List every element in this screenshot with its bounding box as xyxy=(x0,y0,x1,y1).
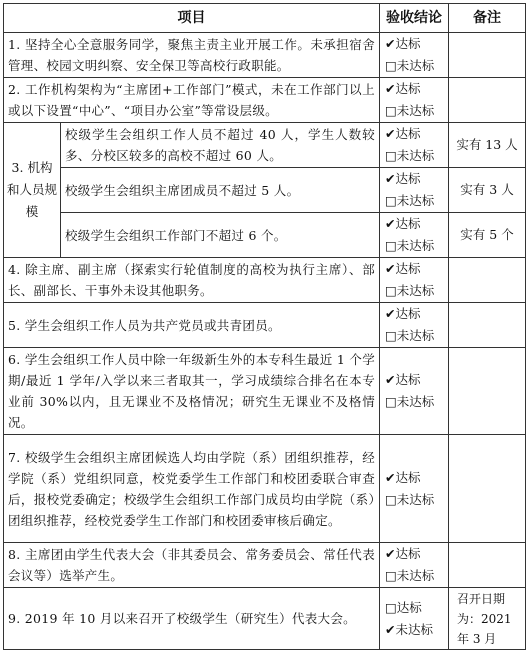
result-option: □未达标 xyxy=(385,328,435,343)
item-text: 4. 除主席、副主席（探索实行轮值制度的高校为执行主席）、部长、副部长、干事外未设其他职务。 xyxy=(4,258,380,303)
result-option: □未达标 xyxy=(385,568,435,583)
result-option: ✔达标 xyxy=(385,546,421,561)
table-row xyxy=(4,303,526,348)
table-row xyxy=(4,33,526,78)
note-cell: 实有 13 人 xyxy=(449,123,526,168)
result-option: □未达标 xyxy=(385,283,435,298)
note-cell xyxy=(449,33,526,78)
item-text: 校级学生会组织工作部门不超过 6 个。 xyxy=(61,213,380,258)
result-cell xyxy=(380,168,449,213)
header-result: 验收结论 xyxy=(380,4,449,33)
item-text: 6. 学生会组织工作人员中除一年级新生外的本专科生最近 1 个学期/最近 1 学年/入学以来三者取其一，学习成绩综合排名在本专业前 30%以内，且无课业不及格情况；研究生无课业不及格情况。 xyxy=(4,348,380,435)
result-cell xyxy=(380,588,449,650)
result-option: □未达标 xyxy=(385,193,435,208)
result-option: □达标 xyxy=(385,599,422,615)
note-cell xyxy=(449,348,526,435)
result-option: ✔未达标 xyxy=(385,621,433,637)
item-text: 7. 校级学生会组织主席团候选人均由学院（系）团组织推荐，经学院（系）党组织同意，校党委学生工作部门和校团委联合审查后，报校党委确定；校级学生会组织工作部门成员均由学院（系）团组织推荐，经校党委学生工作部门和校团委审核后确定。 xyxy=(4,435,380,543)
table-row xyxy=(4,543,526,588)
result-option: □未达标 xyxy=(385,394,435,409)
result-option: ✔达标 xyxy=(385,372,421,387)
note-cell xyxy=(449,543,526,588)
result-option: □未达标 xyxy=(385,58,435,73)
result-option: ✔达标 xyxy=(385,261,421,276)
note-cell: 召开日期为：2021年 3 月 xyxy=(449,588,526,650)
table-row xyxy=(4,78,526,123)
result-option: □未达标 xyxy=(385,491,435,507)
table-row xyxy=(4,258,526,303)
result-option: □未达标 xyxy=(385,103,435,118)
result-option: ✔达标 xyxy=(385,36,421,51)
result-cell xyxy=(380,303,449,348)
note-cell: 实有 5 个 xyxy=(449,213,526,258)
result-cell xyxy=(380,123,449,168)
result-option: ✔达标 xyxy=(385,126,421,141)
item-text: 2. 工作机构架构为“主席团+工作部门”模式，未在工作部门以上或以下设置“中心”、“项目办公室”等常设层级。 xyxy=(4,78,380,123)
result-cell xyxy=(380,258,449,303)
header-note: 备注 xyxy=(449,4,526,33)
header-item: 项目 xyxy=(4,4,380,33)
note-cell xyxy=(449,258,526,303)
note-cell xyxy=(449,303,526,348)
table-row xyxy=(4,123,526,168)
table-header-row xyxy=(4,4,526,33)
item-text: 9. 2019 年 10 月以来召开了校级学生（研究生）代表大会。 xyxy=(4,588,380,650)
item-text: 校级学生会组织工作人员不超过 40 人，学生人数较多、分校区较多的高校不超过 60 人。 xyxy=(61,123,380,168)
result-option: □未达标 xyxy=(385,148,435,163)
table-row xyxy=(4,435,526,543)
note-cell xyxy=(449,78,526,123)
result-option: ✔达标 xyxy=(385,216,421,231)
result-cell xyxy=(380,543,449,588)
result-cell xyxy=(380,213,449,258)
item-text: 8. 主席团由学生代表大会（非其委员会、常务委员会、常任代表会议等）选举产生。 xyxy=(4,543,380,588)
item-text: 1. 坚持全心全意服务同学，聚焦主责主业开展工作。未承担宿舍管理、校园文明纠察、安全保卫等高校行政职能。 xyxy=(4,33,380,78)
result-cell xyxy=(380,78,449,123)
table-row xyxy=(4,168,526,213)
item-text: 5. 学生会组织工作人员为共产党员或共青团员。 xyxy=(4,303,380,348)
result-option: □未达标 xyxy=(385,238,435,253)
result-cell xyxy=(380,348,449,435)
table-row xyxy=(4,348,526,435)
table-row xyxy=(4,213,526,258)
category-cell: 3. 机构和人员规模 xyxy=(4,123,61,258)
result-cell xyxy=(380,435,449,543)
result-option: ✔达标 xyxy=(385,469,421,485)
note-cell: 实有 3 人 xyxy=(449,168,526,213)
result-option: ✔达标 xyxy=(385,81,421,96)
result-cell xyxy=(380,33,449,78)
result-option: ✔达标 xyxy=(385,171,421,186)
acceptance-table xyxy=(3,3,526,650)
result-option: ✔达标 xyxy=(385,306,421,321)
note-cell xyxy=(449,435,526,543)
table-row xyxy=(4,588,526,650)
item-text: 校级学生会组织主席团成员不超过 5 人。 xyxy=(61,168,380,213)
